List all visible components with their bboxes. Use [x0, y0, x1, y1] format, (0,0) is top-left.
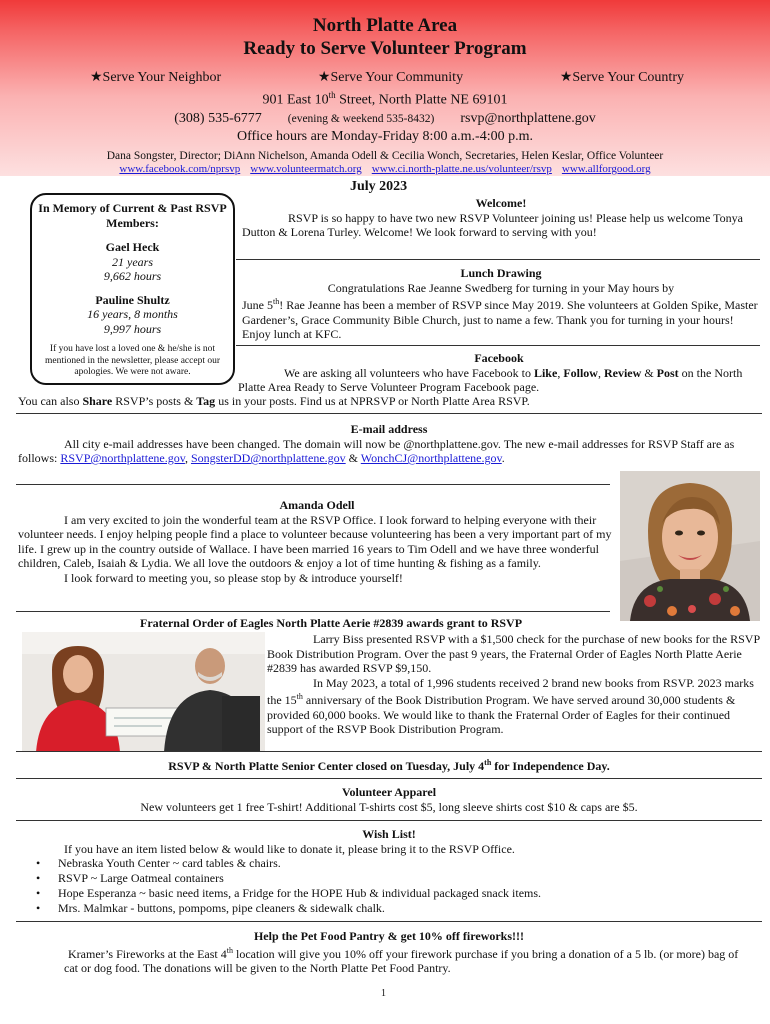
tagline-row	[0, 60, 770, 86]
welcome-section	[242, 196, 760, 240]
address-line: 901 East 10th Street, North Platte NE 69101	[262, 90, 508, 108]
list-item: • Mrs. Malmkar - buttons, pompoms, pipe cleaners & sidewalk chalk.	[36, 901, 760, 916]
tagline-community: ★Serve Your Community	[317, 70, 464, 85]
facebook-share-line: You can also Share RSVP’s posts & Tag us in your posts. Find us at NPRSVP or North Platte Area RSVP.	[18, 394, 530, 408]
amanda-section	[18, 498, 616, 585]
memorial-hours: 9,662 hours	[103, 269, 162, 284]
eagles-title-wrap	[140, 616, 640, 631]
wishlist-intro: If you have an item listed below & would like to donate it, please bring it to the RSVP Office.	[64, 841, 515, 856]
apparel-text: New volunteers get 1 free T-shirt! Additional T-shirts cost $5, long sleeve shirts cost $10 & caps are $5.	[140, 799, 638, 814]
newsletter-header	[0, 0, 770, 176]
contact-email: rsvp@northplattene.gov	[460, 110, 596, 126]
link-city-volunteer[interactable]: www.ci.north-platte.ne.us/volunteer/rsvp	[371, 162, 552, 175]
pantry-text: Kramer’s Fireworks at the East 4th location will give you 10% off your firework purchase if you bring a donation of a 5 lb. (or more) bag of cat or dog food. The donations will be given to the North Platte Pet Food Pantry.	[64, 945, 739, 976]
list-item: • Nebraska Youth Center ~ card tables & chairs.	[36, 856, 760, 871]
email-text: All city e-mail addresses have been changed. The domain will now be @northplattene.gov. The new e-mail addresses for RSVP Staff are as follows: RSVP@northplattene.gov, SongsterDD@northplattene.gov & WonchCJ@northplattene.gov.	[18, 436, 735, 466]
eagles-title: Fraternal Order of Eagles North Platte Aerie #2839 awards grant to RSVP	[140, 616, 523, 630]
tagline-neighbor: ★Serve Your Neighbor	[90, 70, 222, 85]
email-title: E-mail address	[350, 422, 428, 436]
welcome-title: Welcome!	[475, 196, 527, 210]
memorial-years: 21 years	[112, 254, 153, 269]
divider	[16, 484, 610, 485]
check-presentation-photo	[22, 632, 265, 752]
link-volunteermatch[interactable]: www.volunteermatch.org	[250, 162, 362, 175]
office-hours: Office hours are Monday-Friday 8:00 a.m.-4:00 p.m.	[236, 128, 533, 144]
facebook-title: Facebook	[474, 351, 524, 365]
divider	[236, 259, 760, 260]
tagline-country: ★Serve Your Country	[559, 70, 684, 85]
divider	[16, 778, 762, 779]
pantry-section	[18, 929, 760, 976]
list-item: • RSVP ~ Large Oatmeal containers	[36, 871, 760, 886]
email-link-songster[interactable]: SongsterDD@northplattene.gov	[190, 451, 346, 466]
page-number: 1	[381, 988, 386, 999]
closure-notice: RSVP & North Platte Senior Center closed on Tuesday, July 4th for Independence Day.	[168, 758, 610, 773]
amanda-odell-photo	[620, 471, 760, 621]
phone-number: (308) 535-6777	[174, 110, 262, 126]
divider	[16, 921, 762, 922]
divider	[236, 345, 760, 346]
memorial-years: 16 years, 8 months	[87, 307, 178, 322]
facebook-text: We are asking all volunteers who have Facebook to Like, Follow, Review & Post on the North Platte Area Ready to Serve Volunteer Program Facebook page.	[238, 365, 743, 395]
email-link-rsvp[interactable]: RSVP@northplattene.gov	[60, 451, 185, 466]
divider	[16, 820, 762, 821]
welcome-text: RSVP is so happy to have two new RSVP Volunteer joining us! Please help us welcome Tonya Dutton & Lorena Turley. Welcome! We look forward to serving with you!	[242, 210, 743, 240]
eagles-text: Larry Biss presented RSVP with a $1,500 check for the purchase of new books for the RSVP Book Distribution Program. Over the past 9 years, the Fraternal Order of Eagles North Platte Aerie #2839 has awarded RSVP $9,150.	[267, 632, 760, 675]
link-allforgood[interactable]: www.allforgood.org	[561, 162, 651, 175]
lunch-section	[242, 266, 760, 342]
wishlist-items	[36, 856, 760, 916]
staff-list: Dana Songster, Director; DiAnn Nichelson, Amanda Odell & Cecilia Wonch, Secretaries, Helen Keslar, Office Volunteer	[106, 149, 664, 162]
divider	[16, 611, 610, 612]
email-link-wonch[interactable]: WonchCJ@northplattene.gov	[360, 451, 502, 466]
eagles-text-2: In May 2023, a total of 1,996 students received 2 brand new books from RSVP. 2023 marks the 15th anniversary of the Book Distribution Program. We have served around 30,000 students & provided 60,000 books. We would like to thank the Fraternal Order of Eagles for their continued support of the RSVP Book Distribution Program.	[267, 675, 754, 736]
amanda-title: Amanda Odell	[279, 498, 355, 512]
link-facebook[interactable]: www.facebook.com/nprsvp	[119, 162, 241, 175]
apparel-title: Volunteer Apparel	[341, 785, 437, 799]
memorial-note: If you have lost a loved one & he/she is not mentioned in the newsletter, please accept our apologies. We were not aware.	[44, 344, 221, 378]
lunch-text: June 5th! Rae Jeanne has been a member of RSVP since May 2019. She volunteers at Golden Spike, Master Gardener’s, Grace Community Bible Church, just to name a few. Thank you for turning in your hours! Enjoy lunch at KFC.	[242, 297, 758, 342]
contact-line	[0, 110, 770, 128]
list-item: • Hope Esperanza ~ basic need items, a Fridge for the HOPE Hub & individual packaged snack items.	[36, 886, 760, 901]
divider	[16, 413, 762, 414]
lunch-title: Lunch Drawing	[460, 266, 542, 280]
eagles-section	[267, 632, 760, 737]
facebook-section	[238, 351, 760, 395]
apparel-section	[18, 785, 760, 814]
header-links	[0, 163, 770, 176]
program-title-line2: Ready to Serve Volunteer Program	[243, 38, 527, 59]
amanda-closing: I look forward to meeting you, so please stop by & introduce yourself!	[64, 570, 403, 585]
memorial-box	[30, 193, 235, 385]
memorial-hours: 9,997 hours	[103, 321, 162, 336]
phone-alt: (evening & weekend 535-8432)	[287, 112, 435, 125]
program-title-line1: North Platte Area	[312, 15, 458, 36]
memorial-name: Gael Heck	[105, 240, 160, 254]
lunch-line1: Congratulations Rae Jeanne Swedberg for turning in your May hours by	[327, 280, 675, 295]
memorial-name: Pauline Shultz	[95, 292, 170, 307]
divider	[16, 751, 762, 752]
wishlist-section	[18, 827, 760, 916]
issue-month: July 2023	[350, 179, 408, 194]
wishlist-title: Wish List!	[362, 827, 416, 841]
pantry-title: Help the Pet Food Pantry & get 10% off fireworks!!!	[253, 929, 525, 943]
amanda-text: I am very excited to join the wonderful team at the RSVP Office. I look forward to helping everyone with their volunteer needs. I enjoy helping people find a place to volunteer because volunteering has been a very important part of my life. I grew up in the country outside of Wallace. I have been married 16 years to Tim Odell and we have three wonderful children, Caleb, Isaiah & Lydia. We all love the outdoors & enjoy a lot of time hunting & fishing as a family.	[18, 512, 612, 571]
memorial-title: In Memory of Current & Past RSVP Members:	[38, 201, 227, 230]
email-section	[18, 422, 760, 466]
